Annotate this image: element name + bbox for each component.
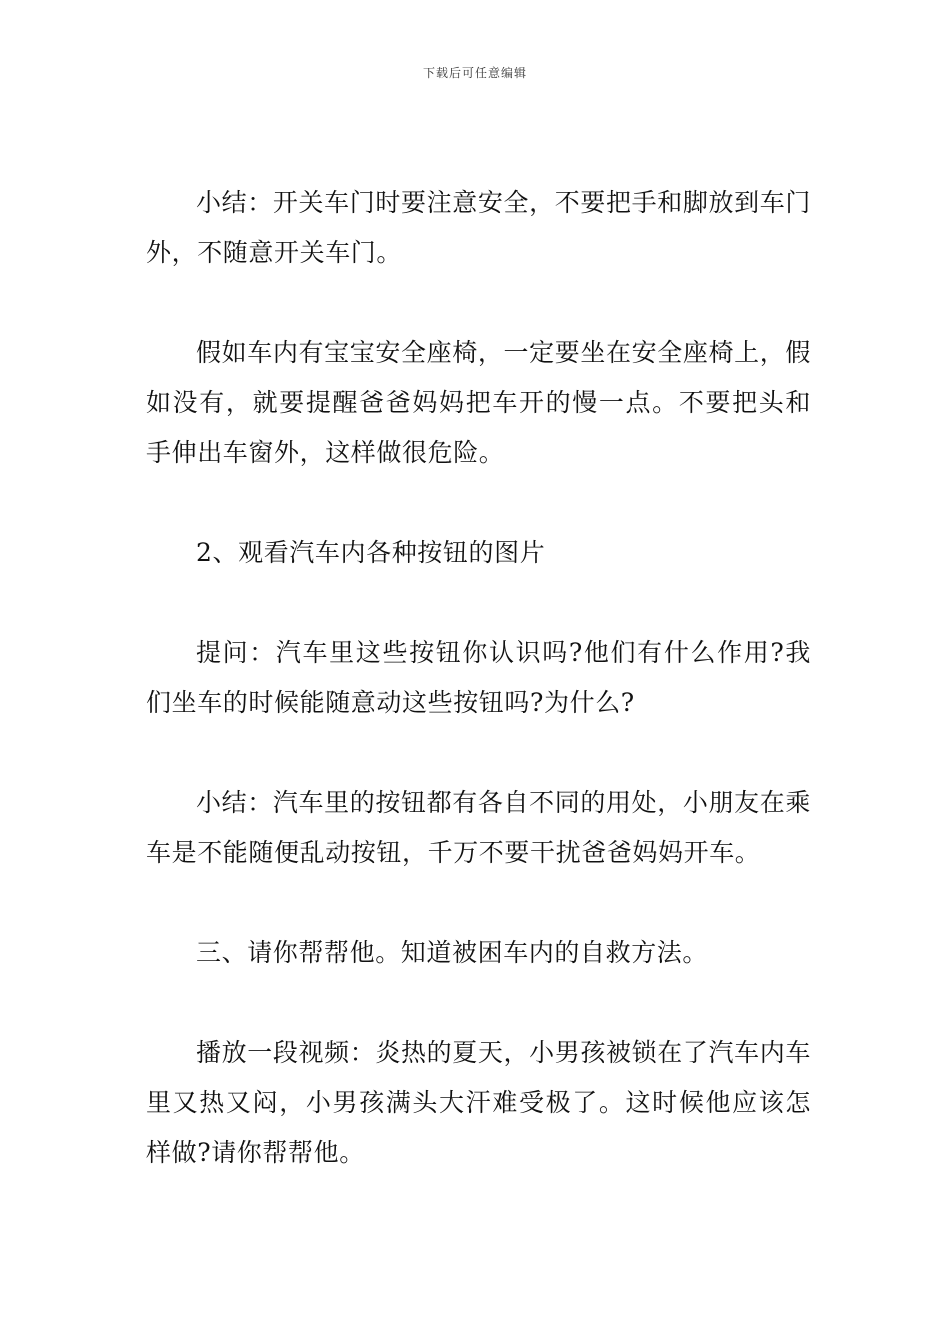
- document-body: [146, 178, 811, 1178]
- paragraph-gap: [146, 878, 811, 928]
- page-header: 下载后可任意编辑: [422, 66, 527, 80]
- paragraph-summary-buttons: 小结：汽车里的按钮都有各自不同的用处，小朋友在乘车是不能随便乱动按钮，千万不要干扰爸爸妈妈开车。: [146, 788, 811, 867]
- paragraph-gap: [146, 278, 811, 328]
- paragraph-gap: [146, 478, 811, 528]
- paragraph-summary-car-door: 小结：开关车门时要注意安全，不要把手和脚放到车门外，不随意开关车门。: [146, 188, 811, 267]
- paragraph-video: 播放一段视频：炎热的夏天，小男孩被锁在了汽车内车里又热又闷，小男孩满头大汗难受极了。这时候他应该怎样做?请你帮帮他。: [146, 1038, 811, 1167]
- paragraph-question-buttons: 提问：汽车里这些按钮你认识吗?他们有什么作用?我们坐车的时候能随意动这些按钮吗?为什么?: [146, 638, 811, 717]
- paragraph-gap: [146, 728, 811, 778]
- paragraph-safety-seat: 假如车内有宝宝安全座椅，一定要坐在安全座椅上，假如没有，就要提醒爸爸妈妈把车开的慢一点。不要把头和手伸出车窗外，这样做很危险。: [146, 338, 811, 467]
- section-heading-self-rescue: 三、请你帮帮他。知道被困车内的自救方法。: [196, 938, 709, 967]
- section-heading-buttons: 2、观看汽车内各种按钮的图片: [196, 538, 546, 567]
- paragraph-gap: [146, 978, 811, 1028]
- paragraph-gap: [146, 578, 811, 628]
